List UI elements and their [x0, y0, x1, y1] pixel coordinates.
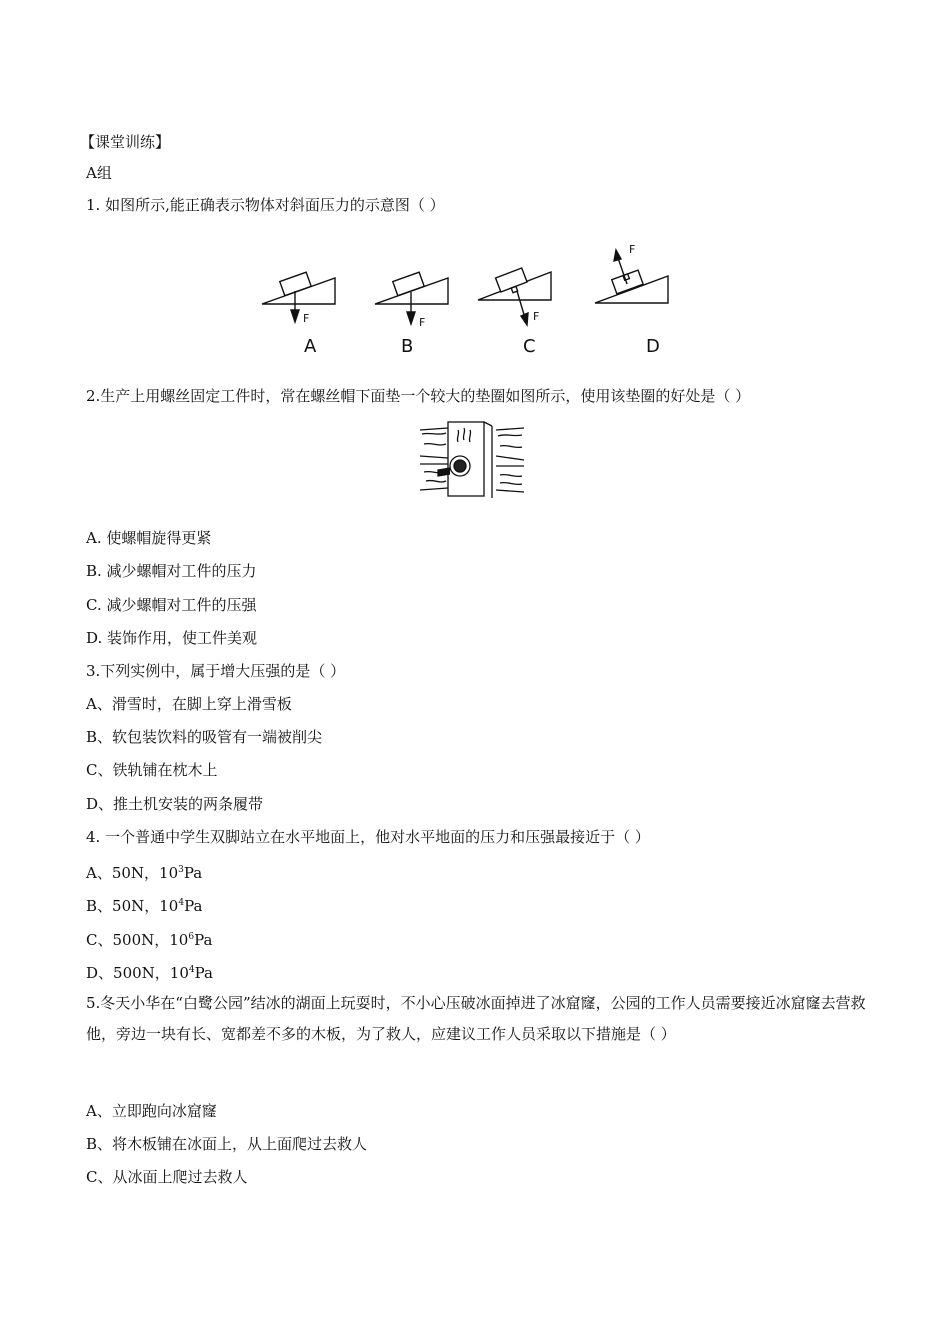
q2-option-c: C. 减少螺帽对工件的压强 — [86, 596, 257, 614]
group-label: A组 — [86, 164, 112, 182]
force-label-c: F — [533, 310, 540, 323]
option-label-d: D — [646, 336, 660, 357]
question-3: 3.下列实例中，属于增大压强的是（ ） — [86, 662, 346, 680]
bolt-washer-figure — [418, 420, 528, 498]
q2-option-b: B. 减少螺帽对工件的压力 — [86, 562, 257, 580]
option-label-c: C — [523, 336, 536, 357]
incline-figures — [255, 238, 685, 360]
q3-option-a: A、滑雪时，在脚上穿上滑雪板 — [86, 695, 292, 713]
force-label-d: F — [629, 243, 636, 256]
q2-option-a: A. 使螺帽旋得更紧 — [86, 529, 212, 547]
section-title: 【课堂训练】 — [80, 133, 171, 151]
q5-option-a: A、立即跑向冰窟窿 — [86, 1102, 217, 1120]
q4-option-a: A、50N，$10^3Pa$ — [86, 864, 203, 882]
question-4: 4. 一个普通中学生双脚站立在水平地面上，他对水平地面的压力和压强最接近于（ ） — [86, 828, 650, 846]
q2-option-d: D. 装饰作用，使工件美观 — [86, 629, 258, 647]
q3-option-c: C、铁轨铺在枕木上 — [86, 761, 218, 779]
figure-b-incline — [375, 272, 448, 324]
figure-c-incline — [478, 268, 551, 325]
q4-option-b: B、50N，$10^4Pa$ — [86, 897, 203, 915]
q5-option-c: C、从冰面上爬过去救人 — [86, 1168, 248, 1186]
question-1: 1. 如图所示,能正确表示物体对斜面压力的示意图（ ） — [86, 196, 445, 214]
q5-option-b: B、将木板铺在冰面上，从上面爬过去救人 — [86, 1135, 368, 1153]
force-label-b: F — [419, 316, 426, 329]
q3-option-b: B、软包装饮料的吸管有一端被削尖 — [86, 728, 323, 746]
q4-option-d: D、500N，$10^4Pa$ — [86, 964, 213, 982]
q4-option-c: C、500N，$10^6Pa$ — [86, 931, 213, 949]
option-label-b: B — [401, 336, 414, 357]
question-2: 2.生产上用螺丝固定工件时，常在螺丝帽下面垫一个较大的垫圈如图所示，使用该垫圈的好处是（ ） — [86, 387, 751, 405]
figure-d-incline — [595, 250, 668, 303]
question-5: 5.冬天小华在“白鹭公园”结冰的湖面上玩耍时，不小心压破冰面掉进了冰窟窿，公园的工作人员需要接近冰窟窿去营救他，旁边一块有长、宽都差不多的木板，为了救人，应建议工作人员采取以下措施是（ ） — [86, 994, 866, 1043]
q3-option-d: D、推土机安装的两条履带 — [86, 795, 264, 813]
force-label-a: F — [303, 312, 310, 325]
figure-a-incline — [262, 272, 335, 322]
option-label-a: A — [304, 336, 317, 357]
